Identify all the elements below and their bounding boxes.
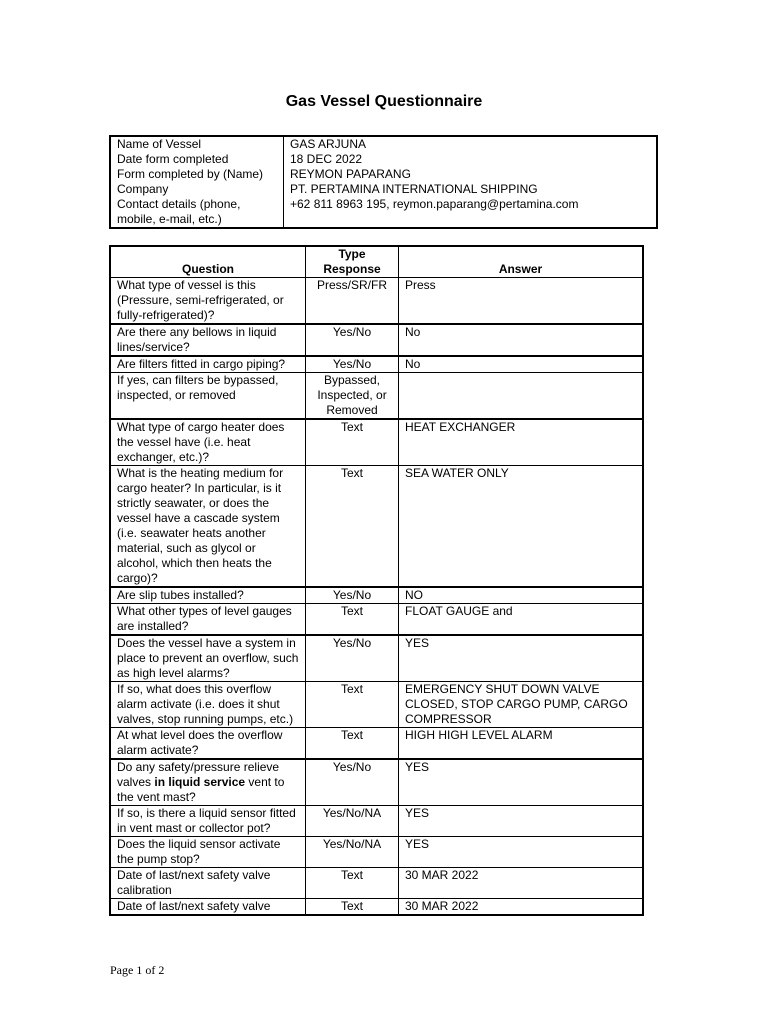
info-label: Contact details (phone, mobile, e-mail, etc.) — [110, 197, 284, 228]
answer-cell: EMERGENCY SHUT DOWN VALVE CLOSED, STOP CARGO PUMP, CARGO COMPRESSOR — [399, 682, 644, 728]
question-cell: If yes, can filters be bypassed, inspected, or removed — [110, 373, 306, 420]
table-row — [110, 635, 643, 682]
type-cell: Bypassed, Inspected, or Removed — [306, 373, 399, 420]
answer-cell: HIGH HIGH LEVEL ALARM — [399, 728, 644, 760]
info-label: Name of Vessel — [110, 136, 284, 152]
question-cell — [110, 759, 306, 806]
table-row — [110, 356, 643, 373]
table-row — [110, 587, 643, 604]
question-cell: Date of last/next safety valve — [110, 899, 306, 916]
question-cell: What type of cargo heater does the vessel have (i.e. heat exchanger, etc.)? — [110, 419, 306, 466]
type-cell: Text — [306, 682, 399, 728]
table-row — [110, 197, 657, 228]
type-cell: Text — [306, 604, 399, 636]
answer-cell: NO — [399, 587, 644, 604]
question-cell: What is the heating medium for cargo heater? In particular, is it strictly seawater, or does the vessel have a cascade system (i.e. seawater heats another material, such as glycol or alcohol, which then heats the cargo)? — [110, 466, 306, 588]
type-cell: Yes/No — [306, 324, 399, 356]
type-cell: Text — [306, 899, 399, 916]
question-header: Question — [110, 246, 306, 278]
type-cell: Text — [306, 466, 399, 588]
table-row — [110, 806, 643, 837]
info-label: Date form completed — [110, 152, 284, 167]
type-cell: Yes/No — [306, 356, 399, 373]
answer-cell: 30 MAR 2022 — [399, 868, 644, 899]
type-cell: Press/SR/FR — [306, 278, 399, 325]
question-cell: Date of last/next safety valve calibration — [110, 868, 306, 899]
table-row — [110, 837, 643, 868]
question-cell: If so, what does this overflow alarm activate (i.e. does it shut valves, stop running pumps, etc.) — [110, 682, 306, 728]
info-value: REYMON PAPARANG — [284, 167, 658, 182]
table-row — [110, 152, 657, 167]
info-value: GAS ARJUNA — [284, 136, 658, 152]
question-cell: What type of vessel is this (Pressure, semi-refrigerated, or fully-refrigerated)? — [110, 278, 306, 325]
answer-cell: YES — [399, 635, 644, 682]
question-cell: At what level does the overflow alarm activate? — [110, 728, 306, 760]
type-cell: Yes/No/NA — [306, 806, 399, 837]
answer-cell: 30 MAR 2022 — [399, 899, 644, 916]
type-cell: Text — [306, 419, 399, 466]
answer-cell: YES — [399, 806, 644, 837]
table-header-row — [110, 246, 643, 278]
answer-cell: FLOAT GAUGE and — [399, 604, 644, 636]
table-row — [110, 682, 643, 728]
table-row — [110, 324, 643, 356]
info-value: 18 DEC 2022 — [284, 152, 658, 167]
info-label: Company — [110, 182, 284, 197]
question-cell: Are slip tubes installed? — [110, 587, 306, 604]
answer-cell: YES — [399, 759, 644, 806]
answer-cell: SEA WATER ONLY — [399, 466, 644, 588]
answer-cell: No — [399, 324, 644, 356]
answer-cell: No — [399, 356, 644, 373]
type-response-header: Type Response — [306, 246, 399, 278]
table-row — [110, 373, 643, 420]
question-cell: If so, is there a liquid sensor fitted in vent mast or collector pot? — [110, 806, 306, 837]
table-row — [110, 899, 643, 916]
table-row — [110, 466, 643, 588]
question-text: vent to the vent mast? — [117, 775, 285, 804]
question-text: Do any safety/pressure relieve valves — [117, 760, 280, 789]
table-row — [110, 419, 643, 466]
info-label: Form completed by (Name) — [110, 167, 284, 182]
type-cell: Text — [306, 868, 399, 899]
info-value: +62 811 8963 195, reymon.paparang@pertamina.com — [284, 197, 658, 228]
page-number: Page 1 of 2 — [110, 963, 165, 977]
answer-cell: YES — [399, 837, 644, 868]
vessel-info-table — [109, 135, 658, 229]
answer-cell: Press — [399, 278, 644, 325]
question-cell: Does the liquid sensor activate the pump stop? — [110, 837, 306, 868]
info-value: PT. PERTAMINA INTERNATIONAL SHIPPING — [284, 182, 658, 197]
answer-header: Answer — [399, 246, 644, 278]
question-cell: Does the vessel have a system in place to prevent an overflow, such as high level alarms? — [110, 635, 306, 682]
type-cell: Yes/No/NA — [306, 837, 399, 868]
answer-cell: HEAT EXCHANGER — [399, 419, 644, 466]
question-emphasis: in liquid service — [154, 775, 246, 789]
questionnaire-table — [109, 245, 644, 916]
answer-cell — [399, 373, 644, 420]
table-row — [110, 728, 643, 760]
table-row — [110, 868, 643, 899]
type-cell: Yes/No — [306, 635, 399, 682]
table-row — [110, 182, 657, 197]
type-cell: Yes/No — [306, 759, 399, 806]
table-row — [110, 136, 657, 152]
question-cell: What other types of level gauges are installed? — [110, 604, 306, 636]
page-title: Gas Vessel Questionnaire — [285, 93, 483, 110]
table-row — [110, 759, 643, 806]
table-row — [110, 167, 657, 182]
type-cell: Text — [306, 728, 399, 760]
question-cell: Are filters fitted in cargo piping? — [110, 356, 306, 373]
type-cell: Yes/No — [306, 587, 399, 604]
table-row — [110, 604, 643, 636]
table-row — [110, 278, 643, 325]
question-cell: Are there any bellows in liquid lines/service? — [110, 324, 306, 356]
